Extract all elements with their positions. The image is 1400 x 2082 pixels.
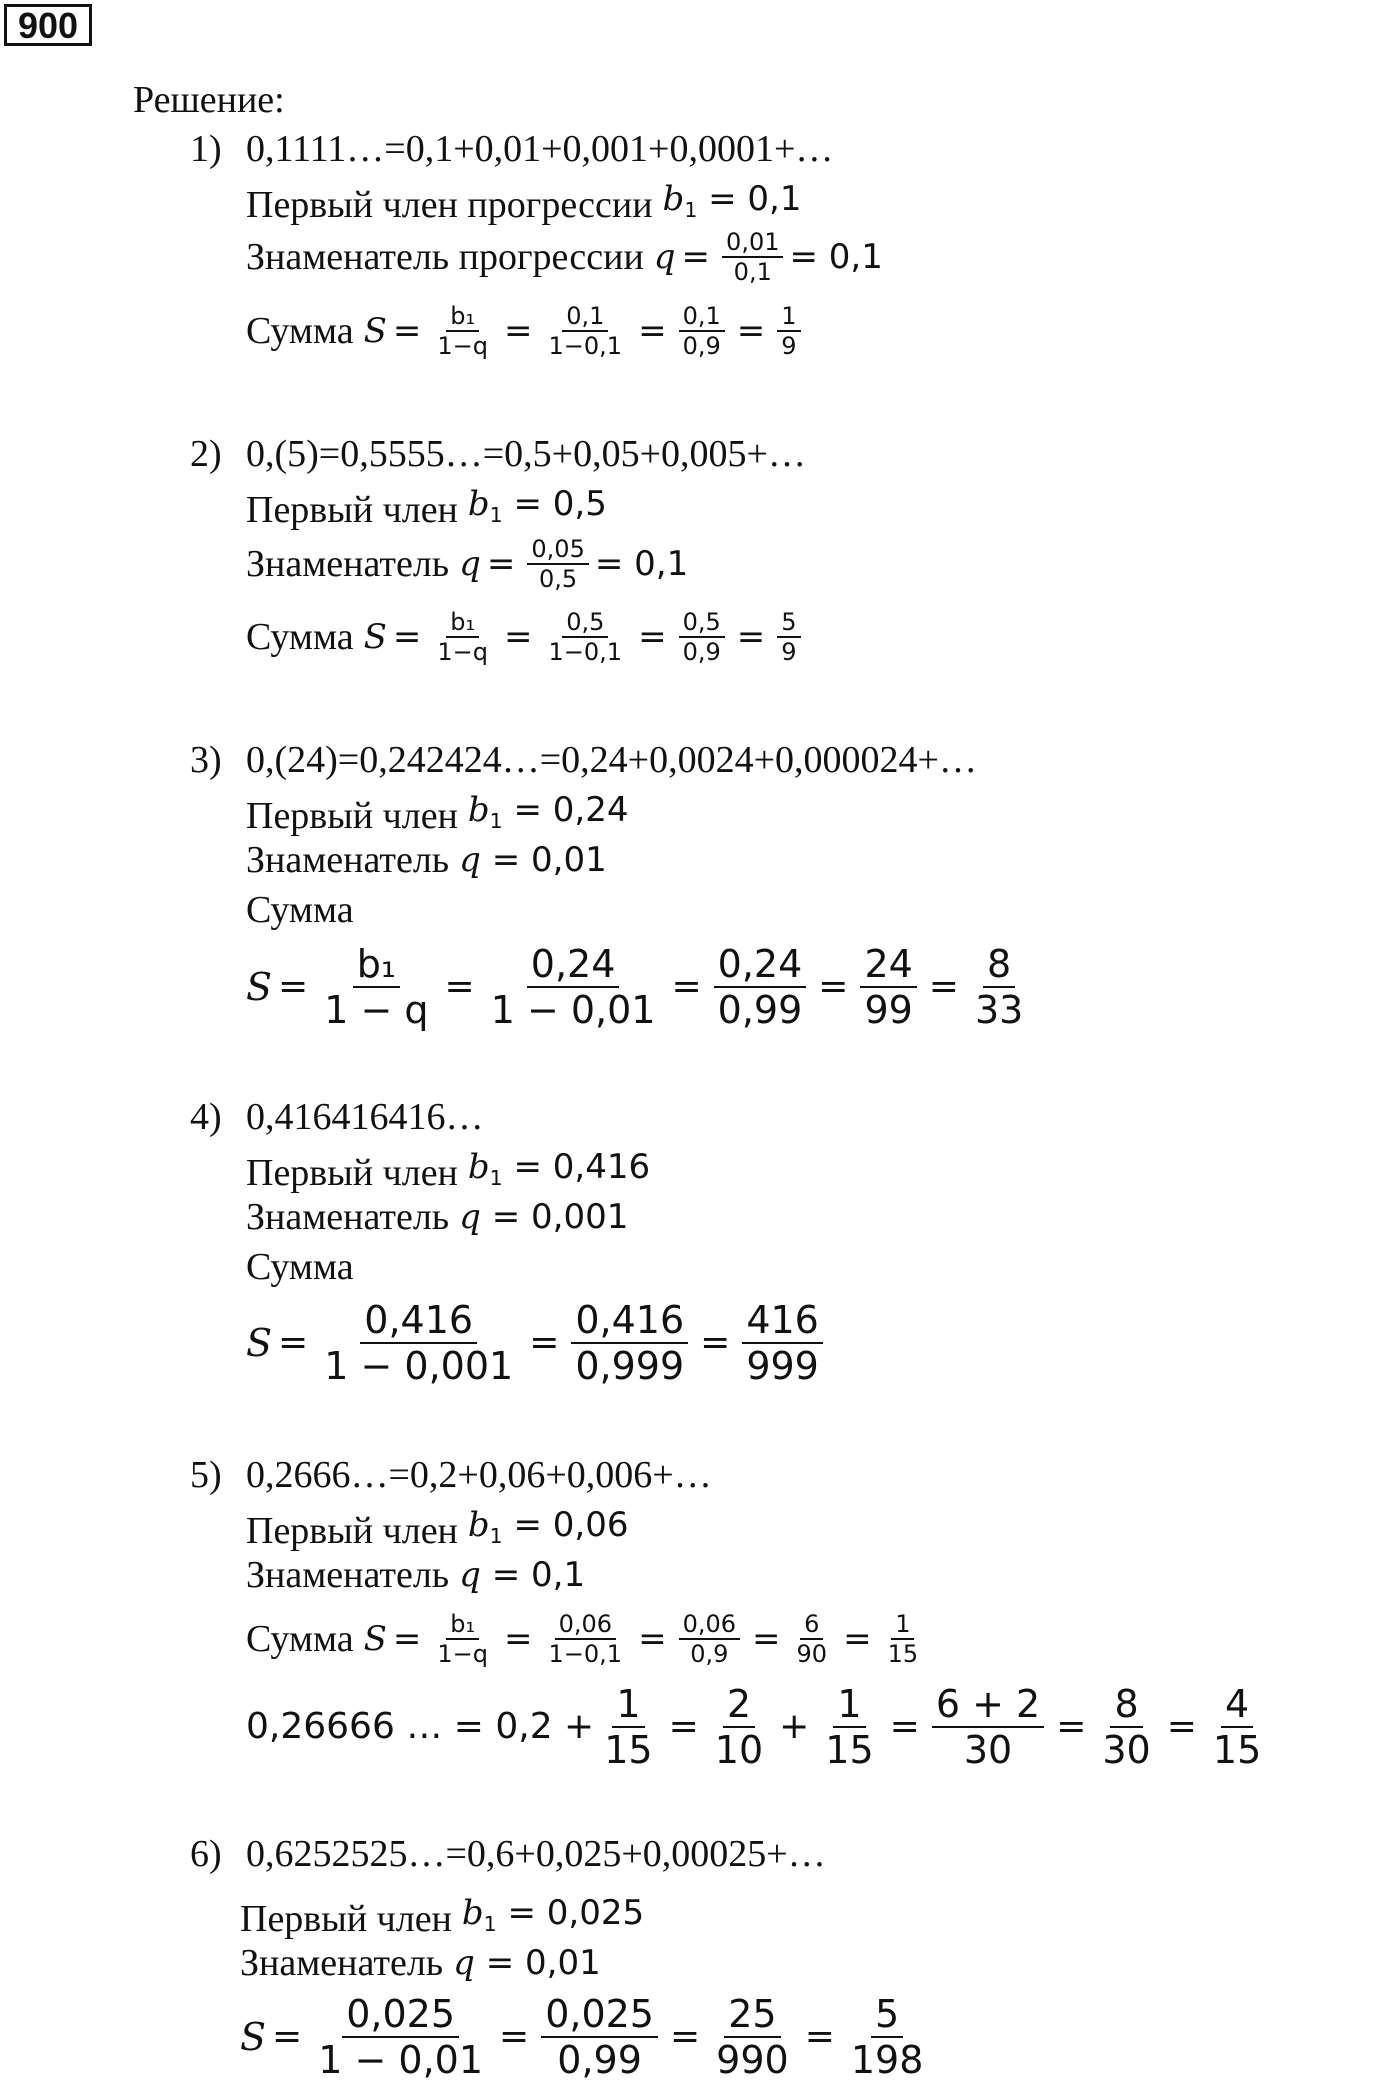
item-5-ratio <box>246 1555 585 1595</box>
numerator: b₁ <box>446 302 479 332</box>
s-symbol: S <box>363 1619 387 1659</box>
equals-sign: = <box>818 966 849 1007</box>
fraction <box>847 1992 928 2082</box>
fraction <box>793 1610 832 1668</box>
b1-subscript: 1 <box>483 1912 497 1937</box>
item-3-number: 3) <box>190 739 222 781</box>
denominator: 99 <box>864 988 913 1032</box>
numerator: 2 <box>723 1682 755 1728</box>
item-3-ratio <box>246 840 607 880</box>
numerator: 5 <box>777 608 800 638</box>
first-term-label: Первый член <box>246 1151 458 1194</box>
s-symbol: S <box>363 617 387 657</box>
item-6-number: 6) <box>190 1833 222 1875</box>
equals-sign: = <box>529 1322 560 1363</box>
equals-sign: = <box>392 311 422 351</box>
q-symbol: q <box>459 544 481 584</box>
item-1-ratio <box>246 228 883 286</box>
b1-symbol: b <box>467 790 490 830</box>
fraction <box>541 1992 658 2082</box>
fraction <box>722 228 783 286</box>
fraction <box>679 608 725 666</box>
b1-subscript: 1 <box>684 198 698 223</box>
fraction <box>1098 1682 1154 1772</box>
q-value: = 0,1 <box>491 1555 586 1595</box>
denominator: 9 <box>781 332 797 360</box>
denominator: 0,99 <box>717 988 803 1032</box>
fraction <box>742 1298 823 1388</box>
sum-label: Сумма <box>246 616 354 658</box>
denominator: 0,5 <box>539 565 578 593</box>
q-symbol: q <box>653 237 676 277</box>
equals-sign: = <box>638 1619 667 1659</box>
item-2-expansion: 0,(5)=0,5555…=0,5+0,05+0,005+… <box>246 433 806 475</box>
item-1-sum <box>246 302 807 360</box>
equals-sign: = <box>272 2016 303 2057</box>
equals-sign: = <box>499 2016 530 2057</box>
denominator: 9 <box>781 638 797 666</box>
numerator: 24 <box>860 942 916 988</box>
numerator: 0,1 <box>562 302 608 332</box>
fraction-chain <box>272 942 1033 1032</box>
b1-symbol: b <box>461 1893 484 1933</box>
fraction <box>600 1682 656 1772</box>
fraction <box>971 942 1027 1032</box>
denominator: 0,999 <box>575 1344 685 1388</box>
b1-subscript: 1 <box>489 503 503 528</box>
numerator: 0,025 <box>541 1992 658 2038</box>
item-2-first-term <box>246 484 607 535</box>
equals-sign: = <box>504 311 533 351</box>
equals-sign: = <box>889 1706 920 1747</box>
equals-sign: = <box>278 1322 309 1363</box>
equals-sign: = <box>1056 1706 1087 1747</box>
denominator: 0,9 <box>682 638 721 666</box>
b1-subscript: 1 <box>489 1524 503 1549</box>
fraction-chain <box>387 608 807 666</box>
denominator: 1−0,1 <box>548 638 623 666</box>
fraction <box>433 608 492 666</box>
item-4-number: 4) <box>190 1096 222 1138</box>
check-lead: 0,26666 … = 0,2 + <box>246 1706 595 1747</box>
q-value: = 0,01 <box>491 840 607 880</box>
denominator: 990 <box>716 2038 789 2082</box>
item-3-sum <box>246 942 1033 1032</box>
b1-value: = 0,06 <box>513 1505 629 1545</box>
ratio-label: Знаменатель <box>246 543 450 585</box>
item-6-expansion: 0,6252525…=0,6+0,025+0,00025+… <box>246 1833 826 1875</box>
b1-symbol: b <box>467 1147 490 1187</box>
denominator: 1−0,1 <box>548 332 623 360</box>
first-term-label: Первый член <box>246 794 458 837</box>
ratio-label: Знаменатель <box>240 1942 444 1984</box>
equals-sign: = <box>444 966 475 1007</box>
item-6-sum <box>240 1992 933 2082</box>
item-6-ratio <box>240 1943 601 1983</box>
fraction <box>679 302 725 360</box>
fraction <box>487 942 660 1032</box>
sum-label: Сумма <box>246 1618 354 1660</box>
q-symbol: q <box>459 1197 481 1237</box>
equals-sign: = <box>671 966 702 1007</box>
item-4-sum-label: Сумма <box>246 1246 354 1288</box>
item-4-expansion: 0,416416416… <box>246 1096 484 1138</box>
fraction <box>777 608 800 666</box>
equals-sign: = <box>843 1619 872 1659</box>
equals-sign: = <box>1166 1706 1197 1747</box>
denominator: 15 <box>1212 1728 1262 1772</box>
q-result: = 0,1 <box>594 544 689 584</box>
fraction <box>314 1992 487 2082</box>
denominator: 30 <box>1102 1728 1151 1772</box>
b1-value: = 0,025 <box>507 1893 645 1933</box>
item-5-sum <box>246 1610 928 1668</box>
equals-sign: = <box>681 237 711 277</box>
s-symbol: S <box>363 311 387 351</box>
q-value: = 0,01 <box>485 1943 601 1983</box>
fraction-chain <box>387 1610 928 1668</box>
denominator: 33 <box>974 988 1024 1032</box>
denominator: 0,9 <box>690 1640 729 1668</box>
denominator: 1−q <box>437 332 489 360</box>
fraction <box>545 302 627 360</box>
item-5-expansion: 0,2666…=0,2+0,06+0,006+… <box>246 1454 712 1496</box>
b1-symbol: b <box>467 1505 490 1545</box>
denominator: 30 <box>963 1728 1013 1772</box>
fraction <box>1209 1682 1265 1772</box>
numerator: 1 <box>612 1682 644 1728</box>
b1-value: = 0,24 <box>513 790 629 830</box>
equals-sign: = <box>392 1619 422 1659</box>
b1-subscript: 1 <box>489 809 503 834</box>
b1-symbol: b <box>467 484 490 524</box>
denominator: 999 <box>746 1344 819 1388</box>
b1-value: = 0,1 <box>708 179 802 219</box>
numerator: b₁ <box>353 942 400 988</box>
q-symbol: q <box>459 840 481 880</box>
denominator: 1−0,1 <box>548 1640 623 1668</box>
q-symbol: q <box>459 1555 481 1595</box>
denominator: 90 <box>796 1640 828 1668</box>
item-4-sum <box>246 1298 829 1388</box>
fraction-chain <box>387 302 807 360</box>
numerator: b₁ <box>446 608 479 638</box>
denominator: 1 − 0,01 <box>318 2038 484 2082</box>
numerator: 0,06 <box>555 1610 616 1640</box>
numerator: 25 <box>724 1992 780 2038</box>
equals-sign: = <box>928 966 959 1007</box>
numerator: 0,1 <box>679 302 725 332</box>
ratio-label: Знаменатель <box>246 839 450 881</box>
numerator: 0,06 <box>679 1610 740 1640</box>
denominator: 0,99 <box>557 2038 642 2082</box>
fraction <box>320 942 432 1032</box>
equals-sign: + <box>779 1706 810 1747</box>
numerator: 0,24 <box>714 942 807 988</box>
numerator: 0,416 <box>360 1298 477 1344</box>
fraction <box>860 942 916 1032</box>
fraction <box>527 535 588 593</box>
item-2-number: 2) <box>190 433 222 475</box>
fraction <box>545 608 627 666</box>
denominator: 15 <box>887 1640 919 1668</box>
item-5-first-term <box>246 1505 628 1556</box>
equals-sign: = <box>486 544 516 584</box>
equals-sign: = <box>668 1706 699 1747</box>
denominator: 0,1 <box>733 258 772 286</box>
item-5-number: 5) <box>190 1454 222 1496</box>
denominator: 1−q <box>437 1640 489 1668</box>
item-3-sum-label: Сумма <box>246 889 354 931</box>
ratio-label: Знаменатель прогрессии <box>246 236 644 278</box>
denominator: 10 <box>714 1728 764 1772</box>
fraction <box>433 1610 492 1668</box>
numerator: 5 <box>871 1992 903 2038</box>
equals-sign: = <box>504 617 533 657</box>
numerator: b₁ <box>446 1610 479 1640</box>
fraction <box>711 1682 767 1772</box>
fraction <box>320 1298 517 1388</box>
numerator: 8 <box>1110 1682 1142 1728</box>
numerator: 4 <box>1221 1682 1253 1728</box>
b1-symbol: b <box>662 179 685 219</box>
numerator: 0,5 <box>562 608 608 638</box>
numerator: 6 + 2 <box>932 1682 1044 1728</box>
fraction <box>821 1682 877 1772</box>
numerator: 6 <box>800 1610 823 1640</box>
b1-value: = 0,5 <box>513 484 607 524</box>
numerator: 0,5 <box>679 608 725 638</box>
item-1-number: 1) <box>190 128 222 170</box>
fraction <box>545 1610 627 1668</box>
fraction <box>679 1610 740 1668</box>
equals-sign: = <box>638 311 667 351</box>
equals-sign: = <box>504 1619 533 1659</box>
item-4-ratio <box>246 1197 628 1237</box>
numerator: 416 <box>742 1298 823 1344</box>
item-1-expansion: 0,1111…=0,1+0,01+0,001+0,0001+… <box>246 128 834 170</box>
first-term-label: Первый член <box>240 1897 452 1940</box>
item-4-first-term <box>246 1147 650 1198</box>
first-term-label: Первый член прогрессии <box>246 183 653 226</box>
equals-sign: = <box>700 1322 731 1363</box>
equals-sign: = <box>804 2016 835 2057</box>
fraction <box>712 1992 793 2082</box>
sum-label: Сумма <box>246 310 354 352</box>
fraction <box>932 1682 1044 1772</box>
numerator: 0,416 <box>571 1298 688 1344</box>
b1-value: = 0,416 <box>513 1147 651 1187</box>
equals-sign: = <box>752 1619 781 1659</box>
denominator: 198 <box>850 2038 924 2082</box>
item-2-ratio <box>246 535 688 593</box>
fraction <box>884 1610 923 1668</box>
fraction <box>433 302 492 360</box>
numerator: 1 <box>777 302 800 332</box>
denominator: 15 <box>825 1728 874 1772</box>
item-3-first-term <box>246 790 628 841</box>
fraction <box>714 942 807 1032</box>
numerator: 1 <box>833 1682 865 1728</box>
item-5-check <box>246 1682 1271 1772</box>
q-symbol: q <box>453 1943 475 1983</box>
equals-sign: = <box>736 617 766 657</box>
ratio-label: Знаменатель <box>246 1196 450 1238</box>
equals-sign: = <box>669 2016 701 2057</box>
task-number-box: 900 <box>4 4 92 46</box>
s-symbol: S <box>246 1321 273 1365</box>
s-symbol: S <box>246 965 273 1009</box>
solution-label: Решение: <box>133 79 285 121</box>
b1-subscript: 1 <box>489 1166 503 1191</box>
equals-sign: = <box>736 311 766 351</box>
fraction <box>571 1298 688 1388</box>
numerator: 0,05 <box>527 535 588 565</box>
fraction-chain <box>594 1682 1271 1772</box>
item-3-expansion: 0,(24)=0,242424…=0,24+0,0024+0,000024+… <box>246 739 977 781</box>
item-2-sum <box>246 608 807 666</box>
denominator: 1 − 0,001 <box>324 1344 514 1388</box>
first-term-label: Первый член <box>246 488 458 531</box>
numerator: 8 <box>983 942 1015 988</box>
denominator: 15 <box>604 1728 653 1772</box>
numerator: 0,01 <box>722 228 783 258</box>
fraction-chain <box>272 1298 829 1388</box>
ratio-label: Знаменатель <box>246 1554 450 1596</box>
first-term-label: Первый член <box>246 1509 458 1552</box>
equals-sign: = <box>278 966 309 1007</box>
numerator: 0,24 <box>527 942 620 988</box>
denominator: 1−q <box>437 638 489 666</box>
equals-sign: = <box>392 617 422 657</box>
denominator: 1 − q <box>324 988 429 1032</box>
numerator: 1 <box>891 1610 914 1640</box>
denominator: 0,9 <box>682 332 721 360</box>
item-1-first-term <box>246 179 801 230</box>
s-symbol: S <box>240 2015 267 2059</box>
item-6-first-term <box>240 1893 644 1944</box>
denominator: 1 − 0,01 <box>490 988 656 1032</box>
q-result: = 0,1 <box>789 237 883 277</box>
q-value: = 0,001 <box>491 1197 629 1237</box>
fraction-chain <box>266 1992 933 2082</box>
fraction <box>777 302 800 360</box>
equals-sign: = <box>638 617 667 657</box>
numerator: 0,025 <box>342 1992 459 2038</box>
